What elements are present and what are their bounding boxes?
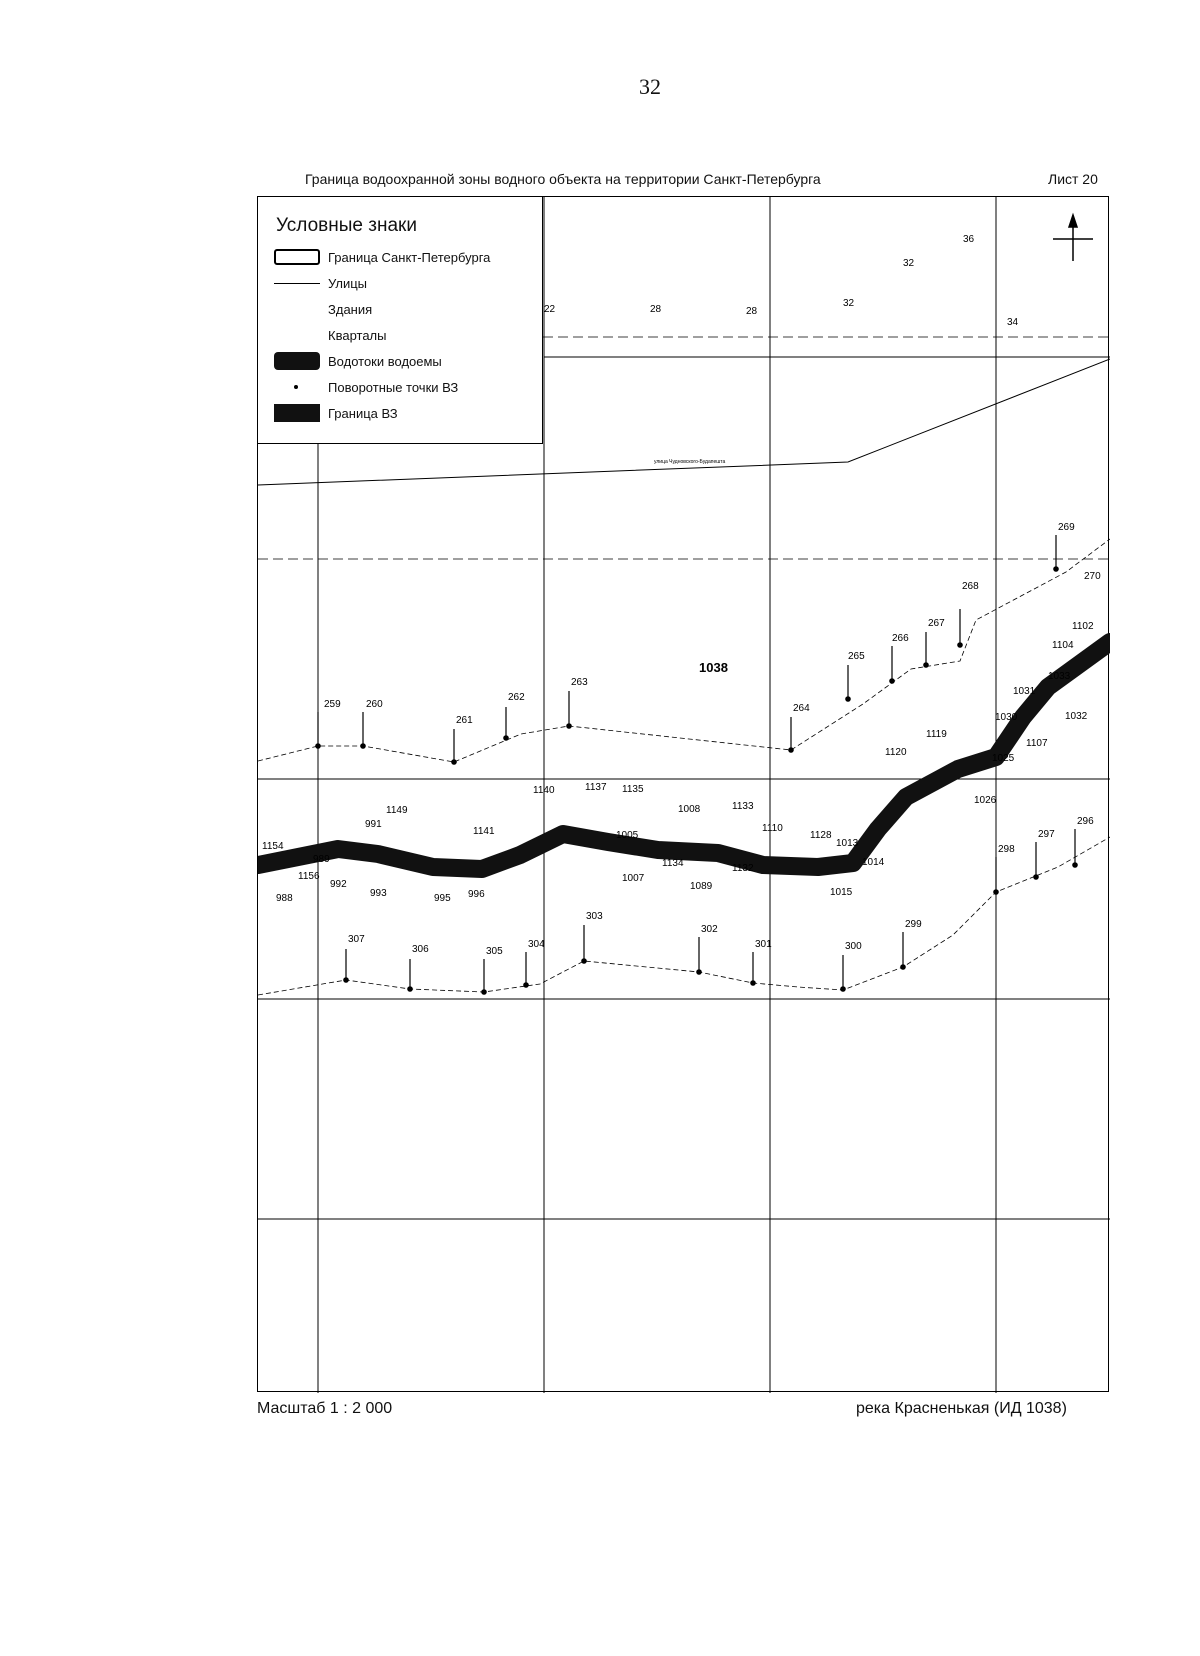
point-label: 307 (348, 934, 365, 945)
legend-item-turning-points: Поворотные точки ВЗ (274, 377, 458, 397)
block-label: 22 (544, 304, 556, 315)
river-point-label: 1132 (732, 863, 754, 874)
point-label: 261 (456, 715, 473, 726)
sheet-label: Лист 20 (1048, 171, 1098, 187)
point-label: 266 (892, 633, 909, 644)
river-point-label: 1033 (1048, 671, 1071, 682)
point-label: 270 (1084, 571, 1101, 582)
page-number: 32 (639, 74, 661, 99)
point-label: 267 (928, 618, 945, 629)
legend-item-water: Водотоки водоемы (274, 351, 442, 371)
block-label: 32 (843, 298, 855, 309)
river-point-label: 992 (330, 879, 347, 890)
legend-item-streets: Улицы (274, 273, 367, 293)
river-point-label: 1005 (616, 830, 639, 841)
point-label: 260 (366, 699, 383, 710)
point-label: 296 (1077, 816, 1094, 827)
point-label: 300 (845, 941, 862, 952)
river-point-label: 1156 (298, 871, 320, 882)
river-point-label: 1014 (862, 857, 885, 868)
point-label: 299 (905, 919, 922, 930)
river-point-label: 1089 (690, 881, 713, 892)
river-point-label: 1137 (585, 782, 607, 793)
point-label: 269 (1058, 522, 1075, 533)
river-point-label: 1008 (678, 804, 701, 815)
block-label: 28 (650, 304, 662, 315)
block-label: 36 (963, 234, 975, 245)
river-point-label: 1154 (262, 841, 284, 852)
street-line-icon (274, 274, 320, 292)
river-point-label: 1133 (732, 801, 754, 812)
city-boundary-icon (274, 249, 320, 265)
point-label: 301 (755, 939, 772, 950)
river-point-label: 1110 (762, 823, 783, 834)
building-icon (274, 300, 320, 318)
river-point-label: 989 (313, 854, 330, 865)
turning-point-icon (274, 378, 320, 396)
river-point-label: 993 (370, 888, 387, 899)
block-label: 34 (1007, 317, 1019, 328)
legend (258, 197, 543, 444)
water-body-icon (274, 352, 320, 370)
point-label: 259 (324, 699, 341, 710)
river-point-label: 1119 (926, 729, 947, 740)
river-point-label: 1102 (1072, 621, 1094, 632)
legend-item-buildings: Здания (274, 299, 372, 319)
street-label: улица Чудновского-Будапешта (654, 459, 726, 465)
point-label: 302 (701, 924, 718, 935)
legend-item-zone-boundary: Граница ВЗ (274, 403, 398, 423)
river-point-label: 1149 (386, 805, 408, 816)
river-point-label: 1025 (992, 753, 1015, 764)
zone-boundary-north (258, 539, 1110, 762)
block-label: 28 (746, 306, 758, 317)
point-label: 304 (528, 939, 545, 950)
river-point-label: 1015 (830, 887, 853, 898)
point-label: 264 (793, 703, 810, 714)
river-point-label: 1120 (885, 747, 907, 758)
scale-label: Масштаб 1 : 2 000 (257, 1400, 393, 1417)
river-point-label: 988 (276, 893, 293, 904)
legend-item-city-boundary: Граница Санкт-Петербурга (274, 247, 490, 267)
point-label: 268 (962, 581, 979, 592)
point-label: 306 (412, 944, 429, 955)
river-point-label: 1140 (533, 785, 555, 796)
river-point-label: 1134 (662, 858, 684, 869)
point-label: 262 (508, 692, 525, 703)
river-point-label: 1026 (974, 795, 997, 806)
river-point-label: 1031 (1013, 686, 1036, 697)
river-point-label: 1007 (622, 873, 645, 884)
river-point-label: 1032 (1065, 711, 1088, 722)
north-arrow-icon (1053, 215, 1093, 261)
block-label: 32 (903, 258, 915, 269)
point-label: 265 (848, 651, 865, 662)
map-title: Граница водоохранной зоны водного объекта на территории Санкт-Петербурга (305, 171, 821, 187)
river-point-label: 1128 (810, 830, 832, 841)
river-point-label: 996 (468, 889, 485, 900)
river-point-label: 1104 (1052, 640, 1074, 651)
river-point-label: 995 (434, 893, 451, 904)
point-label: 303 (586, 911, 603, 922)
point-label: 297 (1038, 829, 1055, 840)
point-label: 298 (998, 844, 1015, 855)
river-point-label: 1030 (995, 712, 1018, 723)
river-point-label: 1107 (1026, 738, 1048, 749)
point-label: 305 (486, 946, 503, 957)
point-label: 263 (571, 677, 588, 688)
zone-boundary-icon (274, 404, 320, 422)
block-icon (274, 326, 320, 344)
river-point-label: 1013 (836, 838, 859, 849)
legend-item-blocks: Кварталы (274, 325, 386, 345)
river-point-label: 991 (365, 819, 382, 830)
river-body (258, 642, 1110, 869)
river-point-label: 1135 (622, 784, 644, 795)
river-label: река Красненькая (ИД 1038) (856, 1400, 1067, 1417)
map-frame (257, 196, 1109, 1392)
water-id-label: 1038 (699, 660, 728, 675)
legend-title: Условные знаки (276, 215, 417, 236)
river-point-label: 1141 (473, 826, 495, 837)
